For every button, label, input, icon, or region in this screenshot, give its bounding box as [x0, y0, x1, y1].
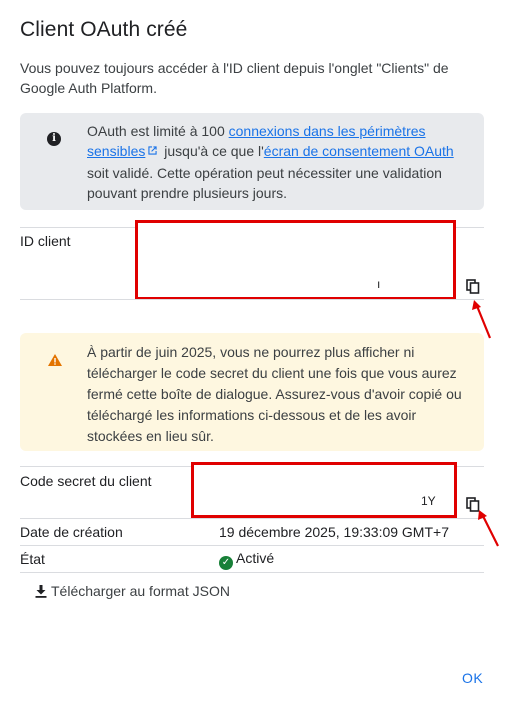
client-secret-label: Code secret du client	[20, 473, 152, 489]
info-icon: i	[47, 132, 61, 146]
client-id-redaction-box	[135, 220, 456, 300]
warning-text: À partir de juin 2025, vous ne pourrez plus afficher ni télécharger le code secret du client une fois que vous aurez fermé cette boîte de dialogue. Assurez-vous d'avoir copié ou téléchargé les informations ci-dessous et de les avoir stockées en lieu sûr.	[87, 344, 462, 444]
info-text-part3: soit validé. Cette opération peut nécessiter une validation pouvant prendre plusieurs jours.	[87, 165, 442, 201]
divider	[20, 572, 484, 573]
warning-banner	[20, 333, 484, 451]
annotation-arrow-icon	[476, 508, 502, 550]
client-secret-redaction-box	[191, 462, 457, 518]
external-link-icon[interactable]	[147, 143, 158, 163]
state-value	[219, 550, 274, 570]
dialog-intro-text: Vous pouvez toujours accéder à l'ID client depuis l'onglet "Clients" de Google Auth Platform.	[20, 60, 449, 96]
client-id-label: ID client	[20, 233, 71, 249]
info-banner-text	[87, 121, 467, 203]
client-id-value: ı	[377, 277, 381, 291]
info-text-part1: OAuth est limité à 100	[87, 123, 229, 139]
consent-screen-link[interactable]: écran de consentement OAuth	[263, 143, 454, 159]
creation-date-value: 19 décembre 2025, 19:33:09 GMT+7	[219, 524, 449, 540]
state-label: État	[20, 551, 45, 567]
divider	[20, 545, 484, 546]
dialog-title: Client OAuth créé	[20, 18, 188, 41]
info-banner	[20, 113, 484, 210]
state-text: Activé	[236, 550, 275, 566]
download-icon	[34, 584, 48, 599]
divider	[20, 299, 484, 300]
info-text-part2: jusqu'à ce que l'	[160, 143, 264, 159]
warning-icon	[47, 353, 63, 367]
download-json-label: Télécharger au format JSON	[51, 583, 230, 599]
copy-client-id-icon[interactable]	[466, 279, 480, 294]
divider	[20, 518, 484, 519]
download-json-button[interactable]	[34, 583, 230, 599]
ok-button[interactable]: OK	[462, 670, 484, 686]
sensitive-scopes-link[interactable]: connexions dans les périmètres sensibles	[87, 123, 426, 159]
check-circle-icon: ✓	[219, 556, 233, 570]
creation-date-label: Date de création	[20, 524, 123, 540]
client-secret-value: 1Y	[421, 494, 436, 508]
